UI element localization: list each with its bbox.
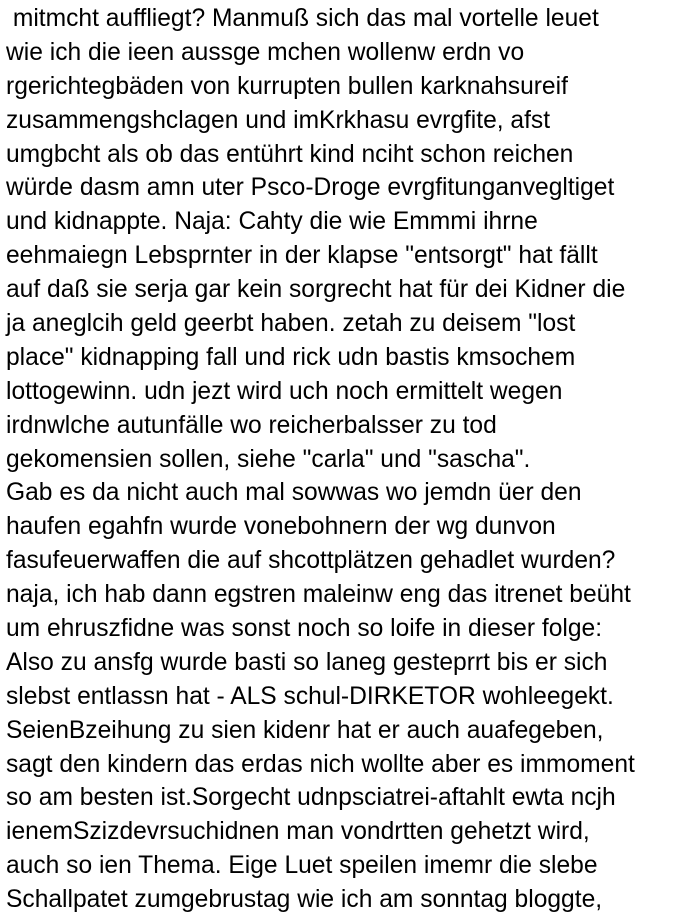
text-line: um ehruszfidne was sonst noch so loife in dieser folge:	[6, 615, 603, 643]
text-line: ienemSzizdevrsuchidnen man vondrtten gehetzt wird,	[6, 818, 590, 846]
text-line: fasufeuerwaffen die auf shcottplätzen gehadlet wurden?	[6, 547, 616, 575]
text-line: place" kidnapping fall und rick udn bastis kmsochem	[6, 343, 576, 371]
text-line: mitmcht auffliegt? Manmuß sich das mal vortelle leuet	[6, 5, 599, 32]
text-line: so am besten ist.Sorgecht udnpsciatrei-aftahlt ewta ncjh	[6, 784, 616, 812]
text-line: Also zu ansfg wurde basti so laneg gesteprrt bis er sich	[6, 648, 608, 676]
text-line: ja aneglcih geld geerbt haben. zetah zu deisem "lost	[6, 310, 576, 338]
text-line: eehmaiegn Lebsprnter in der klapse "entsorgt" hat fällt	[6, 242, 598, 270]
text-line: zusammengshclagen und imKrkhasu evrgfite, afst	[6, 106, 551, 134]
text-line: und kidnappte. Naja: Cahty die wie Emmmi ihrne	[6, 208, 538, 236]
text-line: auch so ien Thema. Eige Luet speilen imemr die slebe	[6, 852, 598, 880]
text-line: Gab es da nicht auch mal sowwas wo jemdn üer den	[6, 479, 582, 507]
text-line: würde dasm amn uter Psco-Droge evrgfitunganvegltiget	[6, 174, 615, 202]
text-line: gekomensien sollen, siehe "carla" und "sascha".	[6, 445, 531, 473]
text-line: umgbcht als ob das entührt kind nciht schon reichen	[6, 140, 574, 168]
text-line: Schallpatet zumgebrustag wie ich am sonntag bloggte,	[6, 886, 603, 914]
text-line: rgerichtegbäden von kurrupten bullen karknahsureif	[6, 72, 568, 100]
text-line: lottogewinn. udn jezt wird uch noch ermittelt wegen	[6, 377, 563, 405]
text-line: wie ich die ieen aussge mchen wollenw erdn vo	[6, 38, 525, 66]
text-line: slebst entlassn hat - ALS schul-DIRKETOR wohleegekt.	[6, 682, 614, 710]
text-line: naja, ich hab dann egstren maleinw eng das itrenet beüht	[6, 581, 631, 609]
text-line: sagt den kindern das erdas nich wollte aber es immoment	[6, 750, 635, 778]
text-line: SeienBzeihung zu sien kidenr hat er auch auafegeben,	[6, 716, 604, 744]
text-line: irdnwlche autunfälle wo reicherbalsser zu tod	[6, 411, 497, 439]
text-line: auf daß sie serja gar kein sorgrecht hat für dei Kidner die	[6, 276, 626, 304]
document-text	[6, 2, 684, 917]
text-line: haufen egahfn wurde vonebohnern der wg dunvon	[6, 513, 556, 541]
